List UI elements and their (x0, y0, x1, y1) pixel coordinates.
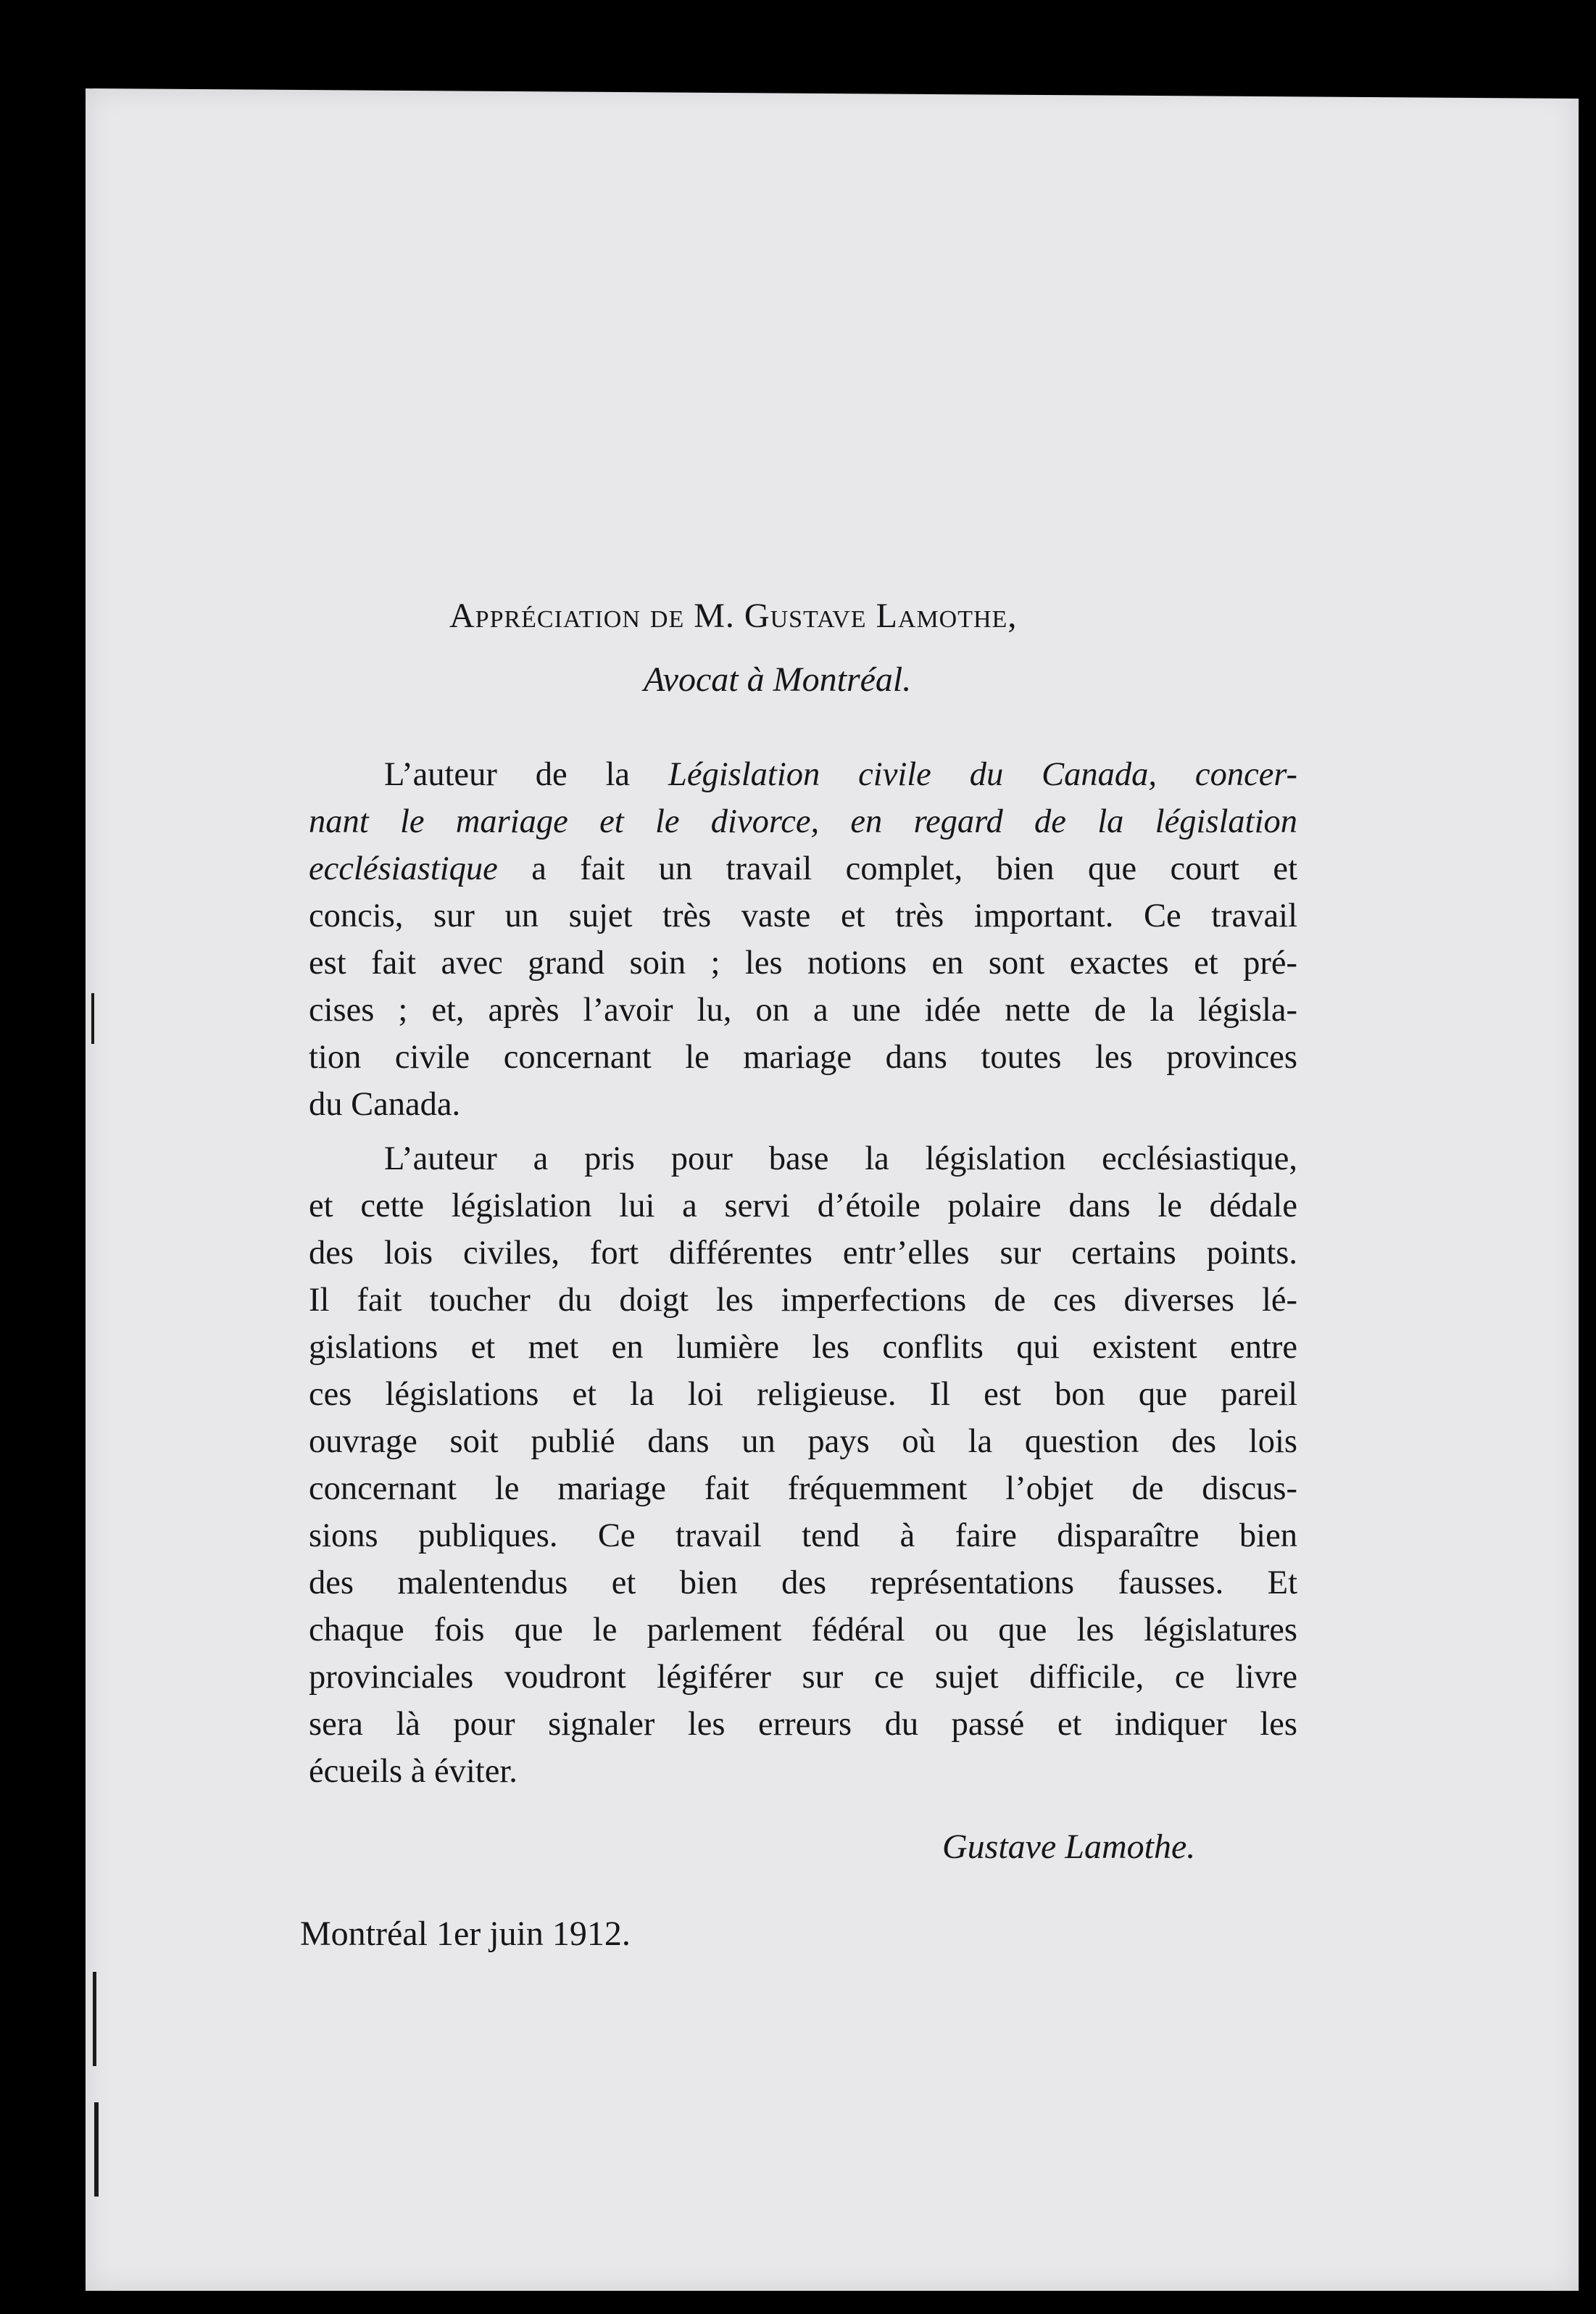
page-subheading: Avocat à Montréal. (644, 660, 912, 699)
text-segment: du Canada. (309, 1086, 461, 1123)
text-line: écueils à éviter. (309, 1753, 518, 1790)
text-segment: L’auteur de la (384, 756, 668, 793)
page-heading: Appréciation de M. Gustave Lamothe, (449, 597, 1018, 635)
text-segment: cises ; et, après l’avoir lu, on a une idée nette de la législa- (309, 992, 1297, 1029)
text-line (309, 798, 1297, 845)
text-line (309, 1081, 1297, 1128)
date-line: Montréal 1er juin 1912. (300, 1915, 631, 1953)
text-line (309, 892, 1297, 940)
text-line (309, 751, 1297, 798)
italic-text: ecclésiastique (309, 850, 498, 887)
text-segment: est fait avec grand soin ; les notions en sont exactes et pré- (309, 945, 1297, 982)
scan-edge-mark (93, 1972, 96, 2066)
text-line: des malentendus et bien des représentations fausses. Et (309, 1564, 1297, 1601)
italic-text: nant le mariage et le divorce, en regard de la législation (309, 803, 1297, 840)
text-segment: concis, sur un sujet très vaste et très important. Ce travail (309, 897, 1297, 934)
paragraph-1 (309, 751, 1297, 1128)
text-line: concernant le mariage fait fréquemment l’objet de discus- (309, 1470, 1297, 1507)
text-line: gislations et met en lumière les conflits qui existent entre (309, 1329, 1297, 1366)
text-line: sera là pour signaler les erreurs du passé et indiquer les (309, 1706, 1297, 1743)
text-line (309, 1034, 1297, 1081)
text-line: chaque fois que le parlement fédéral ou que les législatures (309, 1612, 1297, 1649)
paragraph-2 (309, 1135, 1297, 1795)
text-segment: a fait un travail complet, bien que court et (497, 850, 1297, 887)
signature: Gustave Lamothe. (942, 1828, 1196, 1866)
italic-text: Législation civile du Canada, concer- (668, 756, 1297, 793)
scan-edge-mark (91, 993, 94, 1044)
text-line: ces législations et la loi religieuse. Il est bon que pareil (309, 1376, 1297, 1413)
text-line: provinciales voudront légiférer sur ce sujet difficile, ce livre (309, 1659, 1297, 1696)
text-line (309, 940, 1297, 987)
scan-edge-mark (94, 2102, 99, 2197)
text-line: Il fait toucher du doigt les imperfections de ces diverses lé- (309, 1282, 1297, 1319)
text-line: des lois civiles, fort différentes entr’elles sur certains points. (309, 1235, 1297, 1272)
text-segment: tion civile concernant le mariage dans toutes les provinces (309, 1039, 1297, 1076)
text-line (309, 845, 1297, 892)
text-line: sions publiques. Ce travail tend à faire disparaître bien (309, 1517, 1297, 1554)
text-line: L’auteur a pris pour base la législation ecclésiastique, (384, 1140, 1297, 1177)
text-line: et cette législation lui a servi d’étoile polaire dans le dédale (309, 1187, 1297, 1224)
text-line: ouvrage soit publié dans un pays où la question des lois (309, 1423, 1297, 1460)
text-line (309, 987, 1297, 1034)
